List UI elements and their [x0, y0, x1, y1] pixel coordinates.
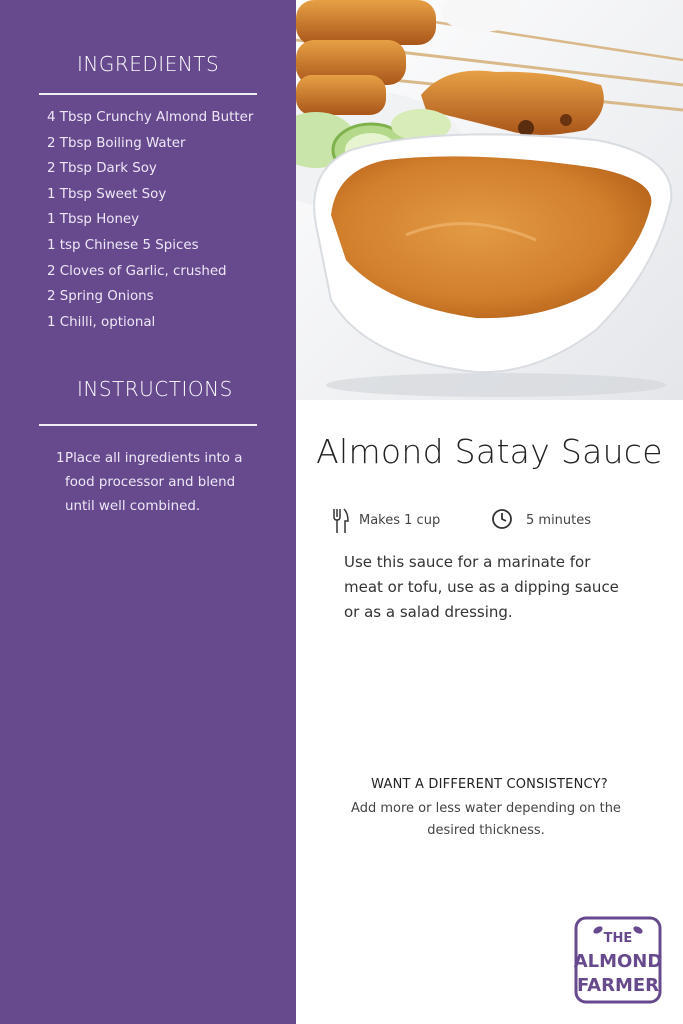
ingredients-divider	[39, 93, 257, 95]
instructions-divider	[39, 424, 257, 426]
ingredient-list	[47, 108, 253, 338]
clock-icon	[491, 508, 513, 530]
fork-knife-icon	[332, 507, 350, 535]
ingredient-item: 2 Cloves of Garlic, crushed	[47, 263, 227, 279]
logo-line-3: FARMER	[576, 975, 660, 996]
ingredient-item: 1 tsp Chinese 5 Spices	[47, 237, 199, 253]
ingredient-item: 2 Spring Onions	[47, 289, 154, 305]
satay-photo	[296, 0, 683, 400]
ingredient-item: 1 Chilli, optional	[47, 314, 156, 330]
tip-heading: WANT A DIFFERENT CONSISTENCY?	[371, 777, 608, 792]
instruction-step	[56, 447, 256, 519]
almond-farmer-logo	[574, 916, 662, 1004]
recipe-description: Use this sauce for a marinate for meat or tofu, use as a dipping sauce or as a salad dressing.	[344, 553, 619, 621]
instruction-step-text: Place all ingredients into a food processor and blend until well combined.	[65, 451, 243, 514]
logo-line-1: THE	[603, 931, 633, 946]
recipe-title: Almond Satay Sauce	[316, 432, 663, 471]
ingredient-item: 2 Tbsp Boiling Water	[47, 135, 186, 151]
time-text: 5 minutes	[526, 513, 592, 528]
instructions-heading: INSTRUCTIONS	[77, 377, 233, 401]
tip-body: Add more or less water depending on the desired thickness.	[351, 801, 621, 838]
yield-text: Makes 1 cup	[359, 513, 441, 528]
ingredients-heading: INGREDIENTS	[77, 52, 220, 76]
instruction-step-number: 1.	[56, 451, 69, 466]
ingredient-item: 1 Tbsp Honey	[47, 212, 140, 228]
ingredient-item: 4 Tbsp Crunchy Almond Butter	[47, 110, 254, 125]
ingredient-item: 2 Tbsp Dark Soy	[47, 161, 157, 177]
sidebar	[0, 0, 296, 1024]
ingredient-item: 1 Tbsp Sweet Soy	[47, 186, 167, 202]
logo-line-2: ALMOND	[574, 951, 662, 972]
